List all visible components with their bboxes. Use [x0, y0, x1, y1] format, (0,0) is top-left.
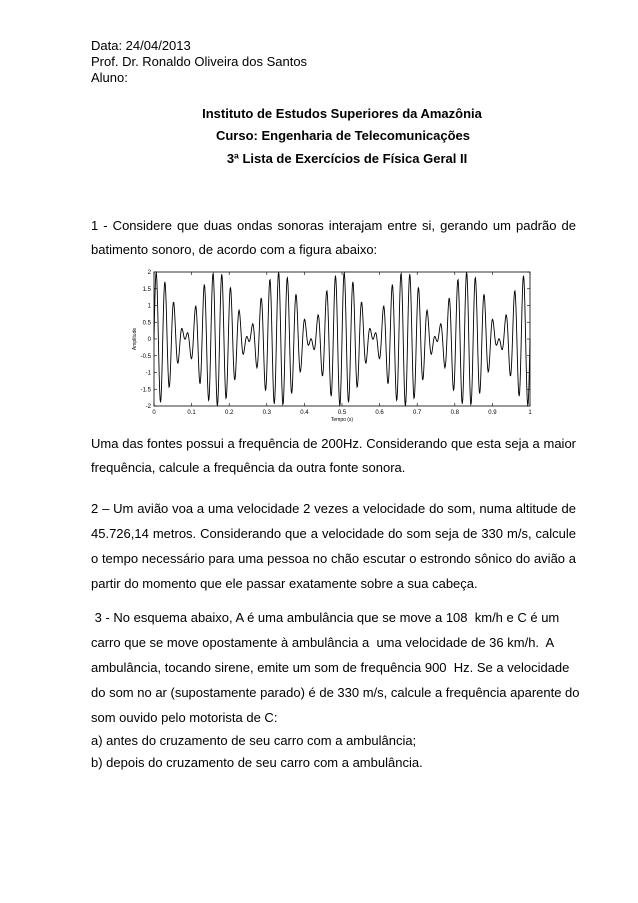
question-2-line-1: 2 – Um avião voa a uma velocidade 2 vezes a velocidade do som, numa altitude de — [91, 501, 576, 516]
y-tick-label: 2 — [147, 270, 151, 276]
x-tick-label: 1 — [528, 410, 532, 416]
question-3 — [91, 605, 580, 774]
student-line: Aluno: — [91, 70, 128, 85]
question-1-body — [91, 432, 576, 480]
x-tick-label: 0.1 — [187, 410, 196, 416]
professor-line: Prof. Dr. Ronaldo Oliveira dos Santos — [91, 54, 308, 69]
question-1-line-4: frequência, calcule a frequência da outra fonte sonora. — [91, 460, 406, 475]
x-tick-label: 0.7 — [413, 410, 422, 416]
question-3-item-b: b) depois do cruzamento de seu carro com a ambulância. — [91, 755, 423, 770]
x-tick-label: 0.3 — [262, 410, 271, 416]
x-tick-label: 0.8 — [450, 410, 459, 416]
y-tick-label: -2 — [145, 404, 151, 410]
document-header — [91, 38, 307, 86]
question-2 — [91, 496, 576, 596]
question-2-line-3: o tempo necessário para uma pessoa no chão escutar o estrondo sônico do avião a — [91, 551, 576, 566]
x-tick-label: 0.4 — [300, 410, 309, 416]
question-1-line-1: 1 - Considere que duas ondas sonoras interajam entre si, gerando um padrão de — [91, 218, 576, 233]
question-3-line-4: do som no ar (supostamente parado) é de 330 m/s, calcule a frequência aparente do — [91, 685, 580, 700]
x-tick-label: 0.6 — [375, 410, 384, 416]
x-tick-label: 0.2 — [225, 410, 234, 416]
question-3-item-a: a) antes do cruzamento de seu carro com a ambulância; — [91, 733, 417, 748]
y-tick-label: 0.5 — [142, 320, 151, 327]
x-tick-label: 0 — [152, 410, 156, 416]
question-1-intro — [91, 214, 576, 262]
x-axis-label: Tempo (s) — [330, 417, 354, 423]
y-tick-label: -0.5 — [140, 353, 151, 360]
question-3-line-1: 3 - No esquema abaixo, A é uma ambulância que se move a 108 km/h e C é um — [91, 610, 560, 625]
question-1-line-2: batimento sonoro, de acordo com a figura abaixo: — [91, 242, 378, 257]
x-tick-label: 0.9 — [488, 410, 497, 416]
y-tick-label: -1.5 — [140, 387, 151, 394]
y-tick-label: 0 — [147, 337, 151, 343]
question-3-line-2: carro que se move opostamente à ambulância a uma velocidade de 36 km/h. A — [91, 635, 555, 650]
y-tick-label: 1 — [147, 303, 151, 310]
y-axis-label: Amplitude — [132, 327, 138, 351]
beat-pattern-chart — [110, 265, 542, 435]
chart-layer — [132, 270, 532, 423]
x-tick-label: 0.5 — [337, 410, 347, 416]
course-title: Curso: Engenharia de Telecomunicações — [215, 128, 471, 143]
question-3-line-3: ambulância, tocando sirene, emite um som de frequência 900 Hz. Se a velocidade — [91, 660, 570, 675]
series-line-0 — [154, 272, 530, 406]
institution-title: Instituto de Estudos Superiores da Amazônia — [202, 106, 482, 121]
question-2-line-2: 45.726,14 metros. Considerando que a velocidade do som seja de 330 m/s, calcule — [91, 526, 576, 541]
list-title: 3ª Lista de Exercícios de Física Geral II — [226, 151, 468, 166]
question-1-line-3: Uma das fontes possui a frequência de 200Hz. Considerando que esta seja a maior — [91, 436, 576, 451]
question-2-line-4: partir do momento que ele passar exatamente sobre a sua cabeça. — [91, 576, 478, 591]
y-tick-label: 1.5 — [142, 286, 151, 293]
question-3-line-5: som ouvido pelo motorista de C: — [91, 710, 278, 725]
date-line: Data: 24/04/2013 — [91, 38, 191, 53]
y-tick-label: -1 — [145, 370, 151, 377]
